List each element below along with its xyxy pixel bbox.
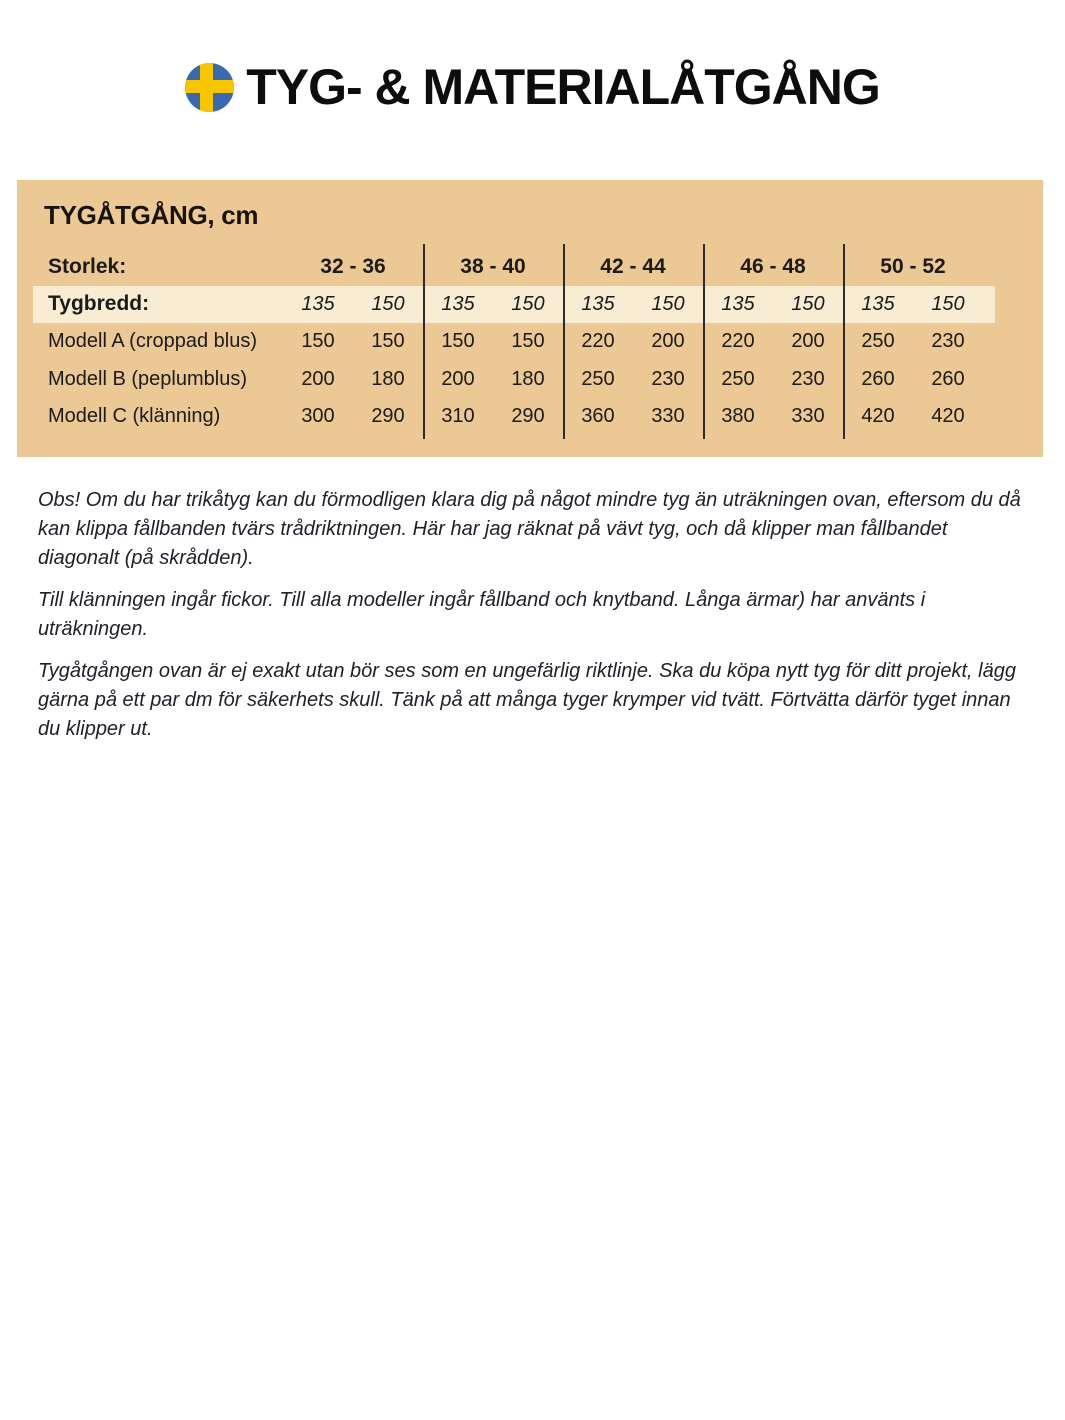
fabric-amount: 330 bbox=[791, 405, 825, 428]
column-divider bbox=[843, 244, 845, 439]
fabric-amount: 230 bbox=[791, 367, 825, 390]
fabric-amount: 290 bbox=[511, 405, 545, 428]
size-header: 46 - 48 bbox=[740, 254, 806, 278]
fabric-amount: 220 bbox=[581, 330, 615, 353]
model-label: Modell C (klänning) bbox=[48, 405, 221, 428]
fabric-amount: 380 bbox=[721, 405, 755, 428]
fabric-width: 150 bbox=[791, 292, 825, 315]
size-header: 38 - 40 bbox=[460, 254, 526, 278]
fabric-amount: 200 bbox=[301, 367, 335, 390]
fabric-amount: 200 bbox=[791, 330, 825, 353]
model-label: Modell B (peplumblus) bbox=[48, 367, 247, 390]
width-row-label: Tygbredd: bbox=[48, 292, 150, 316]
fabric-width: 135 bbox=[441, 292, 475, 315]
fabric-amount: 150 bbox=[371, 330, 405, 353]
note-paragraph-contents: Till klänningen ingår fickor. Till alla modeller ingår fållband och knytband. Långa ärmar) har använts i uträkningen. bbox=[38, 589, 926, 640]
table-row-fabric-widths bbox=[33, 286, 995, 324]
fabric-amount: 310 bbox=[441, 405, 475, 428]
fabric-amount: 420 bbox=[931, 405, 965, 428]
fabric-amount: 250 bbox=[861, 330, 895, 353]
model-label: Modell A (croppad blus) bbox=[48, 330, 258, 353]
fabric-amount: 420 bbox=[861, 405, 895, 428]
fabric-amount: 290 bbox=[371, 405, 405, 428]
fabric-amount: 330 bbox=[651, 405, 685, 428]
page-title: TYG- & MATERIALÅTGÅNG bbox=[246, 59, 880, 115]
swedish-flag-icon bbox=[185, 63, 234, 112]
fabric-amount: 250 bbox=[581, 367, 615, 390]
fabric-amount: 200 bbox=[651, 330, 685, 353]
fabric-amount: 150 bbox=[301, 330, 335, 353]
document-header bbox=[0, 60, 1065, 114]
fabric-width: 135 bbox=[721, 292, 755, 315]
fabric-width: 150 bbox=[651, 292, 685, 315]
column-divider bbox=[703, 244, 705, 439]
size-header: 42 - 44 bbox=[600, 254, 666, 278]
fabric-width: 135 bbox=[861, 292, 895, 315]
fabric-width: 150 bbox=[511, 292, 545, 315]
fabric-amount: 150 bbox=[511, 330, 545, 353]
fabric-amount: 250 bbox=[721, 367, 755, 390]
size-header: 32 - 36 bbox=[320, 254, 386, 278]
column-divider bbox=[563, 244, 565, 439]
table-row-sizes bbox=[33, 248, 995, 286]
fabric-amount: 180 bbox=[511, 367, 545, 390]
fabric-amount: 220 bbox=[721, 330, 755, 353]
fabric-width: 150 bbox=[931, 292, 965, 315]
column-divider bbox=[423, 244, 425, 439]
table-row-model-c bbox=[33, 398, 995, 436]
fabric-width: 135 bbox=[581, 292, 615, 315]
notes-section bbox=[38, 486, 1030, 757]
note-paragraph-guideline: Tygåtgången ovan är ej exakt utan bör ses som en ungefärlig riktlinje. Ska du köpa nytt tyg för ditt projekt, lägg gärna på ett par dm för säkerhets skull. Tänk på att många tyger krymper vid tvätt. Förtvätta därför tyget innan du klipper ut. bbox=[38, 660, 1016, 740]
fabric-width: 135 bbox=[301, 292, 335, 315]
fabric-table-panel bbox=[17, 180, 1043, 457]
fabric-amount: 300 bbox=[301, 405, 335, 428]
fabric-amount: 230 bbox=[651, 367, 685, 390]
fabric-amount: 150 bbox=[441, 330, 475, 353]
size-header: 50 - 52 bbox=[880, 254, 946, 278]
fabric-amount: 260 bbox=[931, 367, 965, 390]
table-row-model-a bbox=[33, 323, 995, 361]
table-row-model-b bbox=[33, 361, 995, 399]
flag-cross-horizontal bbox=[185, 80, 234, 93]
table-heading: TYGÅTGÅNG, cm bbox=[44, 200, 259, 230]
fabric-amount: 260 bbox=[861, 367, 895, 390]
note-paragraph-obs: Obs! Om du har trikåtyg kan du förmodligen klara dig på något mindre tyg än uträkningen ovan, eftersom du då kan klippa fållbanden tvärs trådriktningen. Här har jag räknat på vävt tyg, och då klipper man fållbandet diagonalt (på skrådden). bbox=[38, 489, 1021, 569]
size-row-label: Storlek: bbox=[48, 254, 127, 278]
fabric-amount: 200 bbox=[441, 367, 475, 390]
fabric-width: 150 bbox=[371, 292, 405, 315]
fabric-table bbox=[33, 248, 995, 436]
fabric-amount: 180 bbox=[371, 367, 405, 390]
fabric-amount: 360 bbox=[581, 405, 615, 428]
fabric-amount: 230 bbox=[931, 330, 965, 353]
